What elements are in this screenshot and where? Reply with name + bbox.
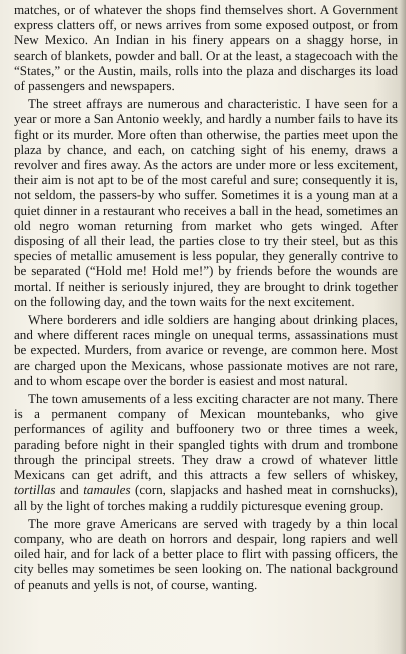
paragraph-4 — [14, 391, 398, 513]
paragraph-1 — [14, 2, 398, 93]
page-text — [14, 2, 398, 592]
paragraph-4-text-end: (corn, slapjacks and hashed meat in cornshucks), all by the light of torches making a ruddily picturesque evening group. — [14, 482, 399, 513]
paragraph-5-text: The more grave Americans are served with tragedy by a thin local company, who are death on horrors and despair, long rapiers and well oiled hair, and for lack of a better place to flirt with passing officers, the city belles may sometimes be seen looking on. The national background of peanuts and yells is not, of course, wanting. — [14, 515, 398, 592]
paragraph-3 — [14, 312, 398, 388]
italic-word-tamaules: tamaules — [83, 482, 131, 498]
paragraph-3-text: Where borderers and idle soldiers are hanging about drinking places, and where different races mingle on unequal terms, assassinations must be expected. Murders, from avarice or revenge, are common here. Most are charged upon the Mexicans, whose passionate motives are not rare, and to whom escape over the border is easiest and most natural. — [14, 312, 398, 388]
paragraph-4-text-connector: and — [55, 482, 84, 498]
italic-word-tortillas: tortillas — [14, 482, 56, 498]
paragraph-1-text: matches, or of whatever the shops find themselves short. A Government express clatters off, or news arrives from some exposed outpost, or from New Mexico. An Indian in his finery appears on a shaggy horse, in search of blankets, powder and ball. Or at the least, a stagecoach with the “States,” or the Austin, mails, rolls into the plaza and discharges its load of passengers and newspapers. — [14, 2, 398, 94]
paragraph-2-text: The street affrays are numerous and characteristic. I have seen for a year or more a San Antonio weekly, and hardly a number fails to have its fight or its murder. More often than otherwise, the parties meet upon the plaza by chance, and each, on catching sight of his enemy, draws a revolver and fires away. As the actors are under more or less excitement, their aim is not apt to be of the most careful and sure; consequently it is, not seldom, the passers-by who suffer. Sometimes it is a young man at a quiet dinner in a restaurant who receives a ball in the head, sometimes an old negro woman returning from market who gets winged. After disposing of all their lead, the parties close to try their steel, but as this species of metallic amusement is less popular, they generally contrive to be separated (“Hold me! Hold me!”) by friends before the wounds are mortal. If neither is seriously injured, they are brought to drink together on the following day, and the town waits for the next excitement. — [14, 96, 398, 309]
paragraph-2 — [14, 96, 398, 309]
paragraph-4-text: The town amusements of a less exciting character are not many. There is a permanent company of Mexican mountebanks, who give performances of agility and buffoonery two or three times a week, parading before night in their spangled tights with drum and trombone through the principal streets. They draw a crowd of whatever little Mexicans can get adrift, and this attracts a few sellers of whiskey, — [14, 391, 398, 483]
paragraph-5 — [14, 516, 398, 592]
